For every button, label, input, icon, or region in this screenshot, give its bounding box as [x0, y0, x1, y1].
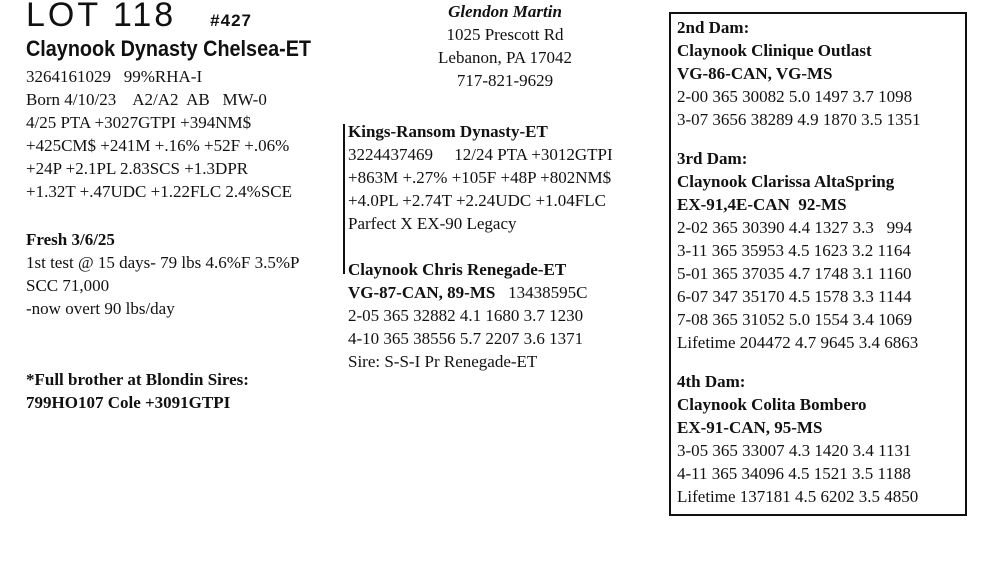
cow-info-line: Born 4/10/23 A2/A2 AB MW-0 [26, 90, 267, 109]
full-brother-block [26, 368, 249, 414]
fourth-dam-name: Claynook Colita Bombero [677, 395, 867, 414]
fourth-dam-classification: EX-91-CAN, 95-MS [677, 418, 823, 437]
third-dam-record: 6-07 347 35170 4.5 1578 3.3 1144 [677, 287, 912, 306]
cow-info-line: +1.32T +.47UDC +1.22FLC 2.4%SCE [26, 182, 292, 201]
consignor-name: Glendon Martin [448, 2, 562, 21]
full-brother-line: *Full brother at Blondin Sires: [26, 370, 249, 389]
dam-registration: 13438595C [495, 283, 588, 302]
dam-sire: Sire: S-S-I Pr Renegade-ET [348, 352, 538, 371]
third-dam-record: 2-02 365 30390 4.4 1327 3.3 994 [677, 218, 913, 237]
lot-number: #427 [210, 11, 252, 30]
consignor-city: Lebanon, PA 17042 [438, 48, 572, 67]
fresh-line: SCC 71,000 [26, 276, 110, 295]
cow-info-line: 3264161029 99%RHA-I [26, 67, 203, 86]
third-dam-record: 5-01 365 37035 4.7 1748 3.1 1160 [677, 264, 912, 283]
full-brother-line: 799HO107 Cole +3091GTPI [26, 393, 231, 412]
third-dam [677, 147, 959, 354]
pedigree-bracket [343, 124, 345, 274]
dam-classification: VG-87-CAN, 89-MS [348, 283, 496, 302]
third-dam-classification: EX-91,4E-CAN 92-MS [677, 195, 847, 214]
third-dam-record: 7-08 365 31052 5.0 1554 3.4 1069 [677, 310, 913, 329]
second-dam-record: 2-00 365 30082 5.0 1497 3.7 1098 [677, 87, 913, 106]
consignor-address: 1025 Prescott Rd [446, 25, 564, 44]
pedigree-box [669, 12, 967, 516]
second-dam-record: 3-07 3656 38289 4.9 1870 3.5 1351 [677, 110, 921, 129]
fourth-dam-record: 4-11 365 34096 4.5 1521 3.5 1188 [677, 464, 911, 483]
fresh-line: 1st test @ 15 days- 79 lbs 4.6%F 3.5%P [26, 253, 300, 272]
cow-name: Claynook Dynasty Chelsea-ET [26, 36, 312, 61]
cow-info-line: +24P +2.1PL 2.83SCS +1.3DPR [26, 159, 249, 178]
cow-info [26, 65, 292, 203]
dam-name: Claynook Chris Renegade-ET [348, 260, 567, 279]
sire-name: Kings-Ransom Dynasty-ET [348, 122, 548, 141]
third-dam-record: 3-11 365 35953 4.5 1623 3.2 1164 [677, 241, 911, 260]
sire-block [348, 120, 613, 235]
fresh-block [26, 228, 300, 320]
fresh-heading: Fresh 3/6/25 [26, 230, 115, 249]
second-dam-name: Claynook Clinique Outlast [677, 41, 872, 60]
lot-label: LOT 118 [26, 0, 177, 34]
sire-line: 3224437469 12/24 PTA +3012GTPI [348, 145, 613, 164]
consignor-phone: 717-821-9629 [456, 71, 554, 90]
fourth-dam-label: 4th Dam: [677, 372, 746, 391]
dam-record: 4-10 365 38556 5.7 2207 3.6 1371 [348, 329, 584, 348]
cow-info-line: +425CM$ +241M +.16% +52F +.06% [26, 136, 290, 155]
second-dam [677, 16, 959, 131]
lot-title [26, 0, 252, 40]
fresh-line: -now overt 90 lbs/day [26, 299, 175, 318]
dam-record: 2-05 365 32882 4.1 1680 3.7 1230 [348, 306, 584, 325]
sire-line: +863M +.27% +105F +48P +802NM$ [348, 168, 612, 187]
third-dam-lifetime: Lifetime 204472 4.7 9645 3.4 6863 [677, 333, 919, 352]
fourth-dam [677, 370, 959, 508]
second-dam-label: 2nd Dam: [677, 18, 750, 37]
fourth-dam-record: 3-05 365 33007 4.3 1420 3.4 1131 [677, 441, 912, 460]
cow-info-line: 4/25 PTA +3027GTPI +394NM$ [26, 113, 252, 132]
sire-line: +4.0PL +2.74T +2.24UDC +1.04FLC [348, 191, 606, 210]
third-dam-name: Claynook Clarissa AltaSpring [677, 172, 895, 191]
dam-block [348, 258, 587, 373]
second-dam-classification: VG-86-CAN, VG-MS [677, 64, 833, 83]
sire-line: Parfect X EX-90 Legacy [348, 214, 517, 233]
consignor-block [405, 0, 605, 92]
third-dam-label: 3rd Dam: [677, 149, 748, 168]
fourth-dam-lifetime: Lifetime 137181 4.5 6202 3.5 4850 [677, 487, 919, 506]
